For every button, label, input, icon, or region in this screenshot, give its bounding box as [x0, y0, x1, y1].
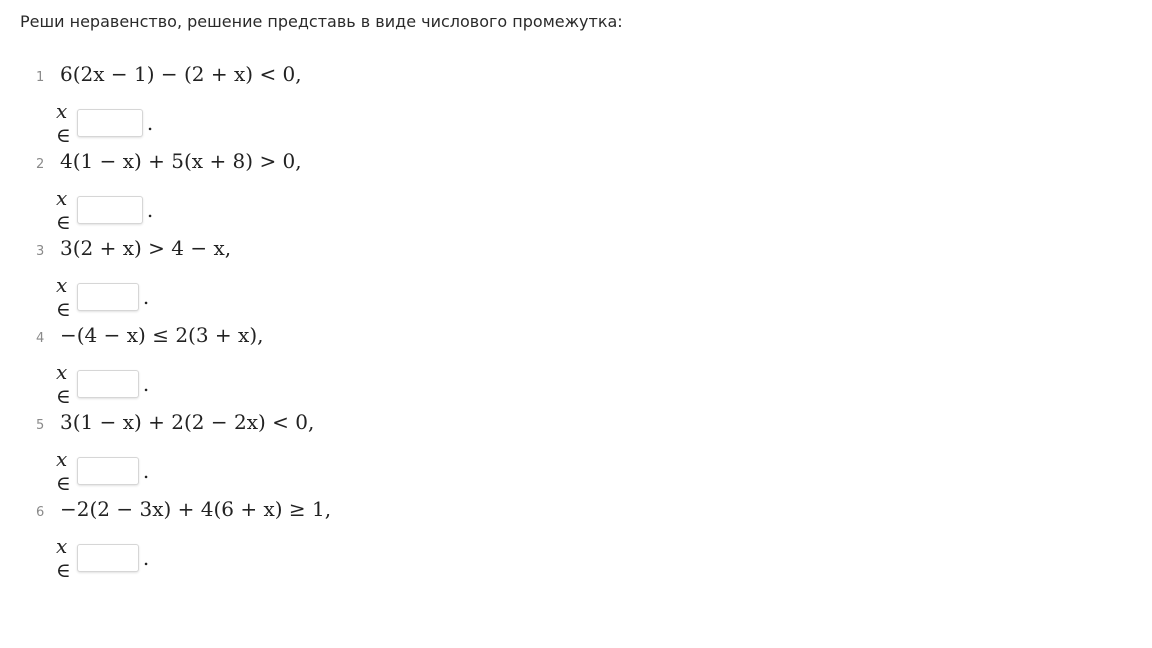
answer-suffix: . — [142, 546, 150, 570]
answer-prefix: x ∈ — [56, 447, 71, 495]
item-number: 1 — [36, 70, 45, 85]
answer-input[interactable] — [77, 283, 139, 311]
answer-input[interactable] — [77, 544, 139, 572]
answer-suffix: . — [146, 198, 154, 222]
item-number: 6 — [36, 505, 45, 520]
item-number: 5 — [36, 418, 45, 433]
inequality-expression: −2(2 − 3x) + 4(6 + x) ≥ 1, — [60, 497, 332, 521]
inequality-expression: 3(1 − x) + 2(2 − 2x) < 0, — [60, 410, 315, 434]
task-title: Реши неравенство, решение представь в виде числового промежутка: — [20, 12, 623, 31]
answer-prefix: x ∈ — [56, 273, 71, 321]
answer-row — [56, 447, 149, 495]
item-number: 3 — [36, 244, 45, 259]
answer-row — [56, 360, 149, 408]
answer-suffix: . — [142, 459, 150, 483]
answer-suffix: . — [142, 285, 150, 309]
answer-input[interactable] — [77, 196, 143, 224]
answer-prefix: x ∈ — [56, 99, 71, 147]
item-number: 4 — [36, 331, 45, 346]
item-number: 2 — [36, 157, 45, 172]
answer-input[interactable] — [77, 457, 139, 485]
answer-row — [56, 534, 149, 582]
answer-row — [56, 99, 153, 147]
inequality-expression: 6(2x − 1) − (2 + x) < 0, — [60, 62, 302, 86]
answer-suffix: . — [146, 111, 154, 135]
answer-suffix: . — [142, 372, 150, 396]
inequality-expression: 3(2 + x) > 4 − x, — [60, 236, 232, 260]
inequality-expression: 4(1 − x) + 5(x + 8) > 0, — [60, 149, 302, 173]
answer-input[interactable] — [77, 109, 143, 137]
answer-row — [56, 186, 153, 234]
answer-prefix: x ∈ — [56, 534, 71, 582]
answer-input[interactable] — [77, 370, 139, 398]
answer-prefix: x ∈ — [56, 360, 71, 408]
answer-prefix: x ∈ — [56, 186, 71, 234]
answer-row — [56, 273, 149, 321]
inequality-expression: −(4 − x) ≤ 2(3 + x), — [60, 323, 264, 347]
